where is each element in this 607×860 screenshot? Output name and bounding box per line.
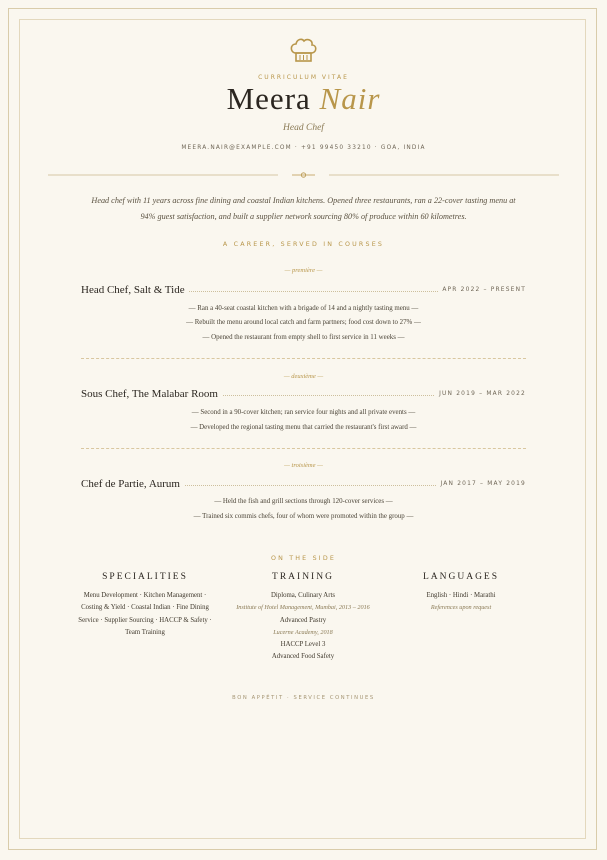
job-course-label: — deuxième — xyxy=(283,373,324,380)
job-bullet: — Trained six commis chefs, four of whom were promoted within the group — xyxy=(193,513,414,520)
side-heading: ON THE SIDE xyxy=(270,555,337,562)
job-bullet: — Second in a 90-cover kitchen; ran service four nights and all private events — xyxy=(191,409,416,416)
job-bullet: — Developed the regional tasting menu that carried the restaurant's first award — xyxy=(190,424,417,431)
job-dates: JAN 2017 – MAY 2019 xyxy=(436,481,526,487)
career-heading: A CAREER, SERVED IN COURSES xyxy=(222,241,385,248)
languages-title: LANGUAGES xyxy=(422,572,500,582)
candidate-name xyxy=(0,81,607,117)
section-separator xyxy=(81,358,526,359)
references-note: References upon request xyxy=(430,604,492,612)
job-bullet: — Held the fish and grill sections through 120-cover services — xyxy=(214,498,393,505)
chef-hat-icon xyxy=(287,36,319,66)
profile-summary: Head chef with 11 years across fine dining and coastal Indian kitchens. Opened three restaurants, ran a 22-cover tasting menu at 94% guest satisfaction, and built a supplier network sourcing 80% of produce within 60 kilometres. xyxy=(91,196,516,221)
ornament-divider xyxy=(48,170,559,180)
job-bullet: — Ran a 40-seat coastal kitchen with a brigade of 14 and a nightly tasting menu — xyxy=(188,305,419,312)
languages-list xyxy=(386,590,536,615)
first-name: Meera xyxy=(226,81,311,116)
speciality-line: Menu Development · Kitchen Management · xyxy=(83,592,207,599)
job-title: Chef de Partie, Aurum xyxy=(81,478,184,490)
training-detail: Lucerne Academy, 2018 xyxy=(273,628,333,636)
job-dates: APR 2022 – PRESENT xyxy=(438,287,526,293)
section-separator xyxy=(81,448,526,449)
training-title: TRAINING xyxy=(272,572,334,582)
cv-kicker: CURRICULUM VITAE xyxy=(258,74,349,81)
job-course-label: — troisième — xyxy=(284,462,323,469)
training-detail: Institute of Hotel Management, Mumbai, 2013 – 2016 xyxy=(236,604,370,612)
speciality-line: Team Training xyxy=(125,628,165,636)
training-item: Advanced Food Safety xyxy=(271,653,335,661)
job-dates: JUN 2019 – MAR 2022 xyxy=(435,391,526,397)
training-list xyxy=(228,590,378,664)
last-name: Nair xyxy=(319,81,381,116)
contact-line: MEERA.NAIR@EXAMPLE.COM · +91 99450 33210 · GOA, INDIA xyxy=(181,145,426,151)
speciality-line: Service · Supplier Sourcing · HACCP & Safety · xyxy=(78,616,212,624)
job-course-label: — première — xyxy=(284,267,323,274)
job-title: Sous Chef, The Malabar Room xyxy=(81,388,222,400)
specialities-title: SPECIALITIES xyxy=(102,572,188,582)
job-bullet: — Opened the restaurant from empty shell to first service in 11 weeks — xyxy=(202,334,405,341)
training-item: Advanced Pastry xyxy=(279,616,327,624)
job-bullet: — Rebuilt the menu around local catch and farm partners; food cost down to 27% — xyxy=(186,319,421,326)
job-title: Head Chef, Salt & Tide xyxy=(81,284,189,296)
training-item: HACCP Level 3 xyxy=(280,641,326,649)
job-role: Head Chef xyxy=(283,123,324,133)
training-item: Diploma, Culinary Arts xyxy=(271,592,335,599)
speciality-line: Costing & Yield · Coastal Indian · Fine Dining xyxy=(81,604,209,612)
languages-line: English · Hindi · Marathi xyxy=(426,592,496,599)
footer-tagline: BON APPÉTIT · SERVICE CONTINUES xyxy=(232,695,375,701)
specialities-list xyxy=(70,590,220,639)
